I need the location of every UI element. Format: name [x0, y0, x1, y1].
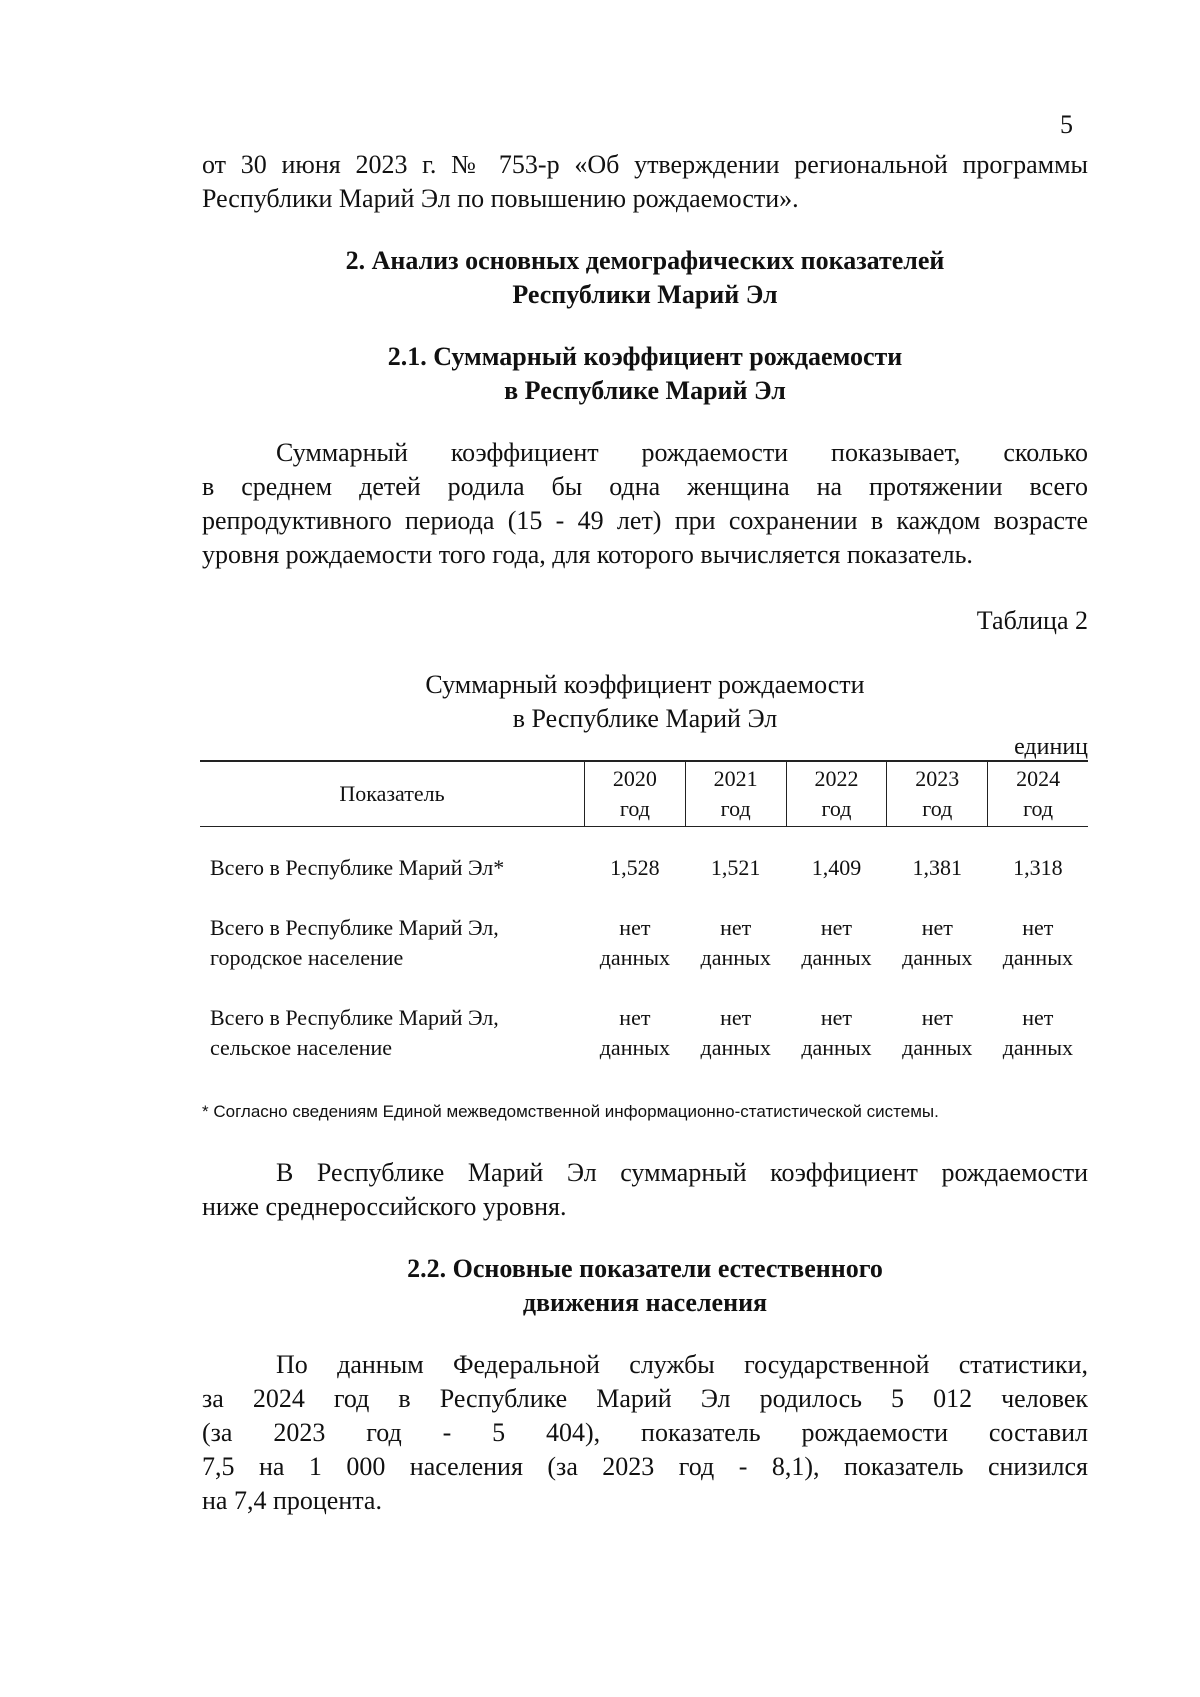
paragraph-line: (за 2023 год - 5 404), показатель рождаемости составил: [202, 1418, 1088, 1447]
table-units: единиц: [1014, 734, 1088, 760]
page-number: 5: [1060, 110, 1073, 139]
birth-rate-table: [200, 760, 1088, 1063]
paragraph-line: ниже среднероссийского уровня.: [202, 1192, 567, 1221]
section-2-heading: [202, 244, 1088, 312]
paragraph-line: По данным Федеральной службы государственной статистики,: [276, 1350, 1088, 1379]
header-year-2022: [786, 761, 887, 827]
table-spacer-row: [200, 883, 1088, 913]
table-title: [202, 668, 1088, 736]
intro-line: Республики Марий Эл по повышению рождаемости».: [202, 184, 799, 213]
cell-value: нет данных: [801, 1005, 872, 1060]
table-title-line: в Республике Марий Эл: [512, 704, 778, 733]
header-unit: год: [720, 796, 751, 821]
table-row-total: [200, 853, 1088, 883]
section-2-2-paragraph: [202, 1348, 1088, 1518]
section-2-2-heading: [202, 1252, 1088, 1320]
cell-value: нет данных: [902, 1005, 973, 1060]
section-2-2-title-line: 2.2. Основные показатели естественного: [407, 1254, 883, 1283]
cell-value: нет данных: [599, 1005, 671, 1060]
paragraph-line: В Республике Марий Эл суммарный коэффициент рождаемости: [276, 1158, 1088, 1187]
row-label: Всего в Республике Марий Эл, городское население: [210, 915, 499, 970]
header-year-2020: [584, 761, 685, 827]
table-spacer-row: [200, 973, 1088, 1003]
conclusion-paragraph: [202, 1156, 1088, 1224]
cell-value: нет данных: [1002, 915, 1073, 970]
header-unit: год: [619, 796, 650, 821]
header-year: 2023: [915, 766, 960, 791]
section-2-1-heading: [202, 340, 1088, 408]
header-year: 2022: [814, 766, 859, 791]
cell-value: нет данных: [801, 915, 872, 970]
intro-paragraph: [202, 148, 1088, 216]
section-2-1-title-line: в Республике Марий Эл: [504, 376, 786, 405]
table-footnote: * Согласно сведениям Единой межведомственной информационно-статистической системы.: [202, 1102, 939, 1121]
header-year: 2021: [713, 766, 758, 791]
intro-line: от 30 июня 2023 г. № 753-р «Об утверждении региональной программы: [202, 150, 1088, 179]
header-unit: год: [1023, 796, 1054, 821]
paragraph-line: репродуктивного периода (15 - 49 лет) при сохранении в каждом возрасте: [202, 506, 1088, 535]
header-year-2021: [685, 761, 786, 827]
cell-value: нет данных: [1002, 1005, 1073, 1060]
table-label: Таблица 2: [976, 606, 1088, 635]
header-indicator: Показатель: [200, 761, 584, 827]
section-2-title-line: Республики Марий Эл: [512, 280, 778, 309]
table-spacer-row: [200, 827, 1088, 854]
section-2-2-title-line: движения населения: [522, 1288, 768, 1317]
paragraph-line: в среднем детей родила бы одна женщина на протяжении всего: [202, 472, 1088, 501]
paragraph-line: 7,5 на 1 000 населения (за 2023 год - 8,1), показатель снизился: [202, 1452, 1088, 1481]
table-row-urban: [200, 913, 1088, 973]
header-unit: год: [821, 796, 852, 821]
section-2-title-line: 2. Анализ основных демографических показателей: [345, 246, 945, 275]
cell-value: 1,318: [1013, 855, 1063, 880]
row-label: Всего в Республике Марий Эл*: [210, 855, 505, 880]
paragraph-line: за 2024 год в Республике Марий Эл родилось 5 012 человек: [202, 1384, 1088, 1413]
header-year-2023: [887, 761, 988, 827]
cell-value: нет данных: [902, 915, 973, 970]
row-label: Всего в Республике Марий Эл, сельское население: [210, 1005, 499, 1060]
cell-value: нет данных: [700, 915, 771, 970]
header-unit: год: [922, 796, 953, 821]
cell-value: 1,521: [710, 855, 761, 880]
cell-value: нет данных: [700, 1005, 771, 1060]
table-row-rural: [200, 1003, 1088, 1063]
cell-value: 1,381: [912, 855, 963, 880]
cell-value: нет данных: [599, 915, 671, 970]
paragraph-line: на 7,4 процента.: [202, 1486, 382, 1515]
header-year-2024: [988, 761, 1088, 827]
paragraph-line: уровня рождаемости того года, для которого вычисляется показатель.: [202, 540, 973, 569]
paragraph-line: Суммарный коэффициент рождаемости показывает, сколько: [276, 438, 1088, 467]
header-year: 2024: [1016, 766, 1061, 791]
cell-value: 1,409: [811, 855, 862, 880]
header-year: 2020: [612, 766, 657, 791]
section-2-1-paragraph: [202, 436, 1088, 572]
table-header-row: [200, 761, 1088, 827]
section-2-1-title-line: 2.1. Суммарный коэффициент рождаемости: [387, 342, 903, 371]
table-title-line: Суммарный коэффициент рождаемости: [425, 670, 865, 699]
cell-value: 1,528: [610, 855, 660, 880]
